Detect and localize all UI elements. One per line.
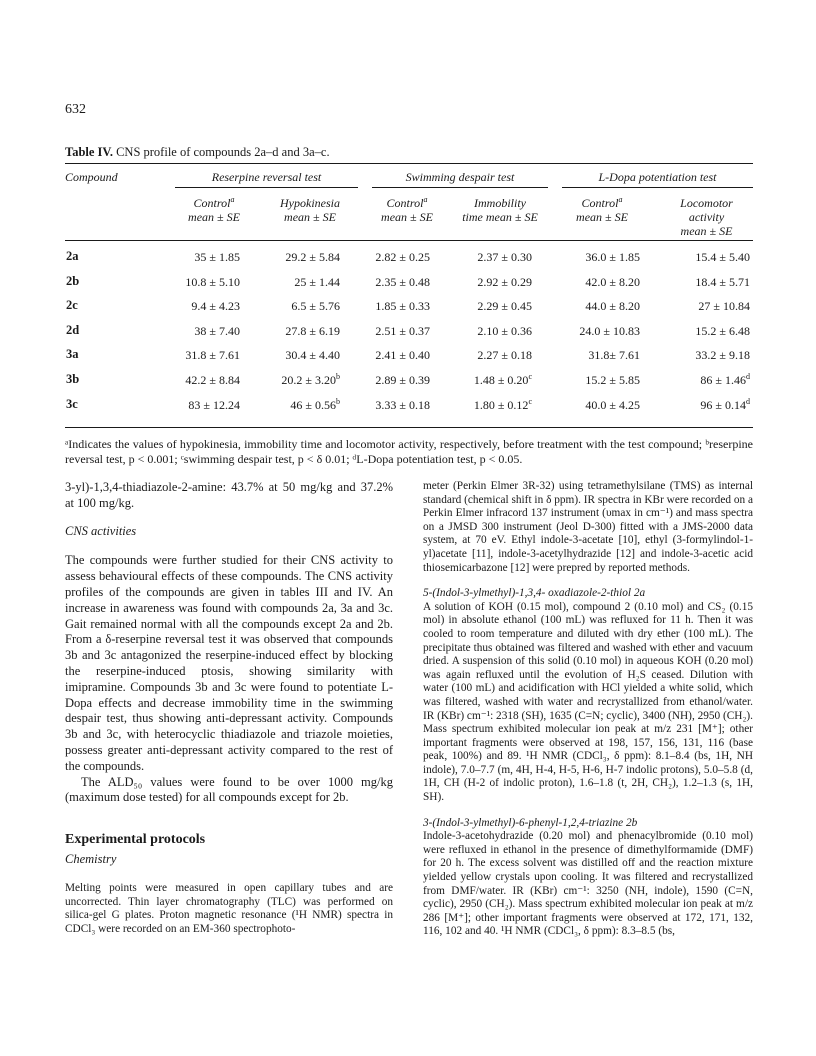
row-label-3a: 3a [66,347,79,362]
table-cell: 2.10 ± 0.36 [477,323,532,338]
table-cell: 25 ± 1.44 [294,274,340,289]
table-cell: 1.80 ± 0.12$^c$ [473,396,532,412]
header-ldopa-group: L-Dopa potentiation test [598,170,717,184]
table-cell: 2.51 ± 0.37 [375,323,430,338]
table-cell: 2.82 ± 0.25 [375,250,430,264]
row-label-3b: 3b [66,372,80,386]
compound-2b-heading: 3-(Indol-3-ylmethyl)-6-phenyl-1,2,4-triazine 2b [423,816,638,829]
table-cell: 9.4 ± 4.23 [191,299,240,314]
group-rule-reserpine [175,187,358,188]
table-cell: 2.27 ± 0.18 [477,348,532,363]
table-header-rule [65,240,753,241]
table-cell: 83 ± 12.24 [188,397,240,412]
header-compound: Compound [65,170,118,184]
ald-paragraph: The ALD₅₀ values were found to be over 1000 mg/kg (maximum dose tested) for all compounds except for 2b. [65,774,393,805]
intro-paragraph: 3-yl)-1,3,4-thiadiazole-2-amine: 43.7% at 50 mg/kg and 37.2% at 100 mg/kg. [65,480,393,510]
table-cell: 1.85 ± 0.33 [375,299,430,314]
header-ld-control: Control$^a$ mean ± SE [576,195,628,224]
right-column [423,480,753,939]
header-ld-locomotor: Locomotor activity mean ± SE [680,196,733,238]
table-cell: 2.37 ± 0.30 [477,250,532,264]
group-rule-swimming [372,187,548,188]
header-sw-control: Control$^a$ mean ± SE [381,195,433,224]
cns-heading: CNS activities [65,523,137,538]
header-reserpine-group: Reserpine reversal test [211,170,322,184]
chemistry-heading: Chemistry [65,851,117,866]
table-cell: 31.8± 7.61 [588,348,640,363]
table-cell: 27.8 ± 6.19 [285,323,340,338]
table-cell: 2.29 ± 0.45 [477,299,532,314]
table-cell: 29.2 ± 5.84 [285,250,340,264]
table-cell: 31.8 ± 7.61 [185,348,240,363]
table-footnote: ᵃIndicates the values of hypokinesia, immobility time and locomotor activity, respectively, before treatment with the test compound; ᵇreserpine reversal test, p < 0.001; ᶜswimming despair test, p < δ 0.01; ᵈL-Dopa potentiation test, p < 0.05. [65,437,753,466]
table-cell: 1.48 ± 0.20$^c$ [473,372,532,387]
table-cell: 18.4 ± 5.71 [695,274,750,289]
table-cell: 15.2 ± 5.85 [585,373,640,387]
table-cell: 44.0 ± 8.20 [585,299,640,314]
table-cell: 40.0 ± 4.25 [585,397,640,412]
table-cell: 42.2 ± 8.84 [185,373,240,387]
header-res-hypokinesia: Hypokinesia mean ± SE [280,196,340,224]
chemistry-paragraph: Melting points were measured in open capillary tubes and are uncorrected. Thin layer chromatography (TLC) was performed on silica-gel G plates. Proton magnetic resonance (¹H NMR) spectra in CDCl₃ were recorded on an EM-360 spectrophoto- [65,881,393,936]
table-bottom-rule [65,427,753,428]
table-cell: 27 ± 10.84 [698,299,750,314]
table-cell: 2.35 ± 0.48 [375,274,430,289]
table-cell: 15.2 ± 6.48 [695,323,750,338]
compound-2a-heading: 5-(Indol-3-ylmethyl)-1,3,4- oxadiazole-2-thiol 2a [423,587,646,600]
table-cell: 38 ± 7.40 [194,323,240,338]
table-caption-text: CNS profile of compounds 2a–d and 3a–c. [116,145,330,159]
table-cell: 3.33 ± 0.18 [375,397,430,412]
group-rule-ldopa [562,187,753,188]
table-caption-label: Table IV. [65,145,113,159]
table-cell: 6.5 ± 5.76 [291,299,340,314]
row-label-2d: 2d [66,322,80,337]
header-swimming-group: Swimming despair test [405,170,515,184]
table-cell: 24.0 ± 10.83 [579,323,640,338]
instrument-paragraph: meter (Perkin Elmer 3R-32) using tetramethylsilane (TMS) as internal standard (chemical shift in δ ppm). IR spectra in KBr were recorded on a Perkin Elmer infracord 137 instrument (υmax in cm⁻¹) and mass spectra on a JMSD 300 instrument (Jeol D-300) fitted with a JMS-2000 data system, at 70 eV. Ethyl indole-3-acetate [10], ethyl (3-formylindol-1-yl)acetate [11], indole-3-acetylhydrazide [12] and indole-3-acetic acid thiosemicarbazone [12] were prepred by reported methods. [423,480,753,574]
table-cell: 46 ± 0.56$^b$ [290,396,340,412]
experimental-heading: Experimental protocols [65,832,206,848]
cns-paragraph: The compounds were further studied for their CNS activity to assess behavioural effects of these compounds. The CNS activity profiles of the compounds are given in tables III and IV. An increase in awareness was found with compounds 2a, 3a and 3c. Gait remained normal with all the compounds except 2a and 2b. From a δ-reserpine reversal test it was observed that compounds 3b and 3c antagonized the reserpine-induced effect by blocking the reserpine-induced ptosis, showing similarity with imipramine. Compounds 3b and 3c were found to potentiate L-Dopa effects and decrease immobility time in the swimming despair test, thus showing anti-depressant activity. Compounds 3b and 3c, with heterocyclic thiadiazole and triazole moieties, possess greater anti-depressant activity compared to the rest of the compounds. [65,553,393,773]
row-label-3c: 3c [66,396,78,411]
row-label-2c: 2c [66,298,78,313]
left-column [65,480,393,937]
header-res-control: Control$^a$ mean ± SE [188,195,240,224]
table-cell: 30.4 ± 4.40 [285,348,340,363]
table-cell: 42.0 ± 8.20 [585,274,640,289]
row-label-2a: 2a [66,249,79,263]
row-label-2b: 2b [66,273,80,288]
header-sw-immobility: Immobility time mean ± SE [462,196,538,224]
table-cell: 2.92 ± 0.29 [477,274,532,289]
table-cell: 35 ± 1.85 [194,250,240,264]
table-cell: 15.4 ± 5.40 [695,250,750,264]
table-cell: 2.89 ± 0.39 [375,373,430,387]
table-cell: 86 ± 1.46$^d$ [700,372,750,387]
table-cell: 36.0 ± 1.85 [585,250,640,264]
table-cell: 10.8 ± 5.10 [185,274,240,289]
compound-2b-paragraph: Indole-3-acetohydrazide (0.20 mol) and phenacylbromide (0.10 mol) were refluxed in ethanol in the presence of dimethylformamide (DMF) for 20 h. The excess solvent was distilled off and the reaction mixture yielded yellow crystals upon cooling. It was filtered and recrystallized from DMF/water. IR (KBr) cm⁻¹: 3250 (NH, indole), 1590 (C=N, cyclic), 2950 (CH₂). Mass spectrum exhibited molecular ion peak at m/z 286 [M⁺]; other important fragments were observed at 172, 171, 132, 116, 102 and 40. ¹H NMR (CDCl₃, δ ppm): 8.3–8.5 (bs, [423,830,753,938]
table-cell: 96 ± 0.14$^d$ [700,396,750,412]
table-cell: 20.2 ± 3.20$^b$ [281,372,340,387]
table-cell: 33.2 ± 9.18 [695,348,750,363]
table-caption [65,145,330,160]
page-number: 632 [65,102,86,117]
compound-2a-paragraph: A solution of KOH (0.15 mol), compound 2 (0.10 mol) and CS₂ (0.15 mol) in absolute ethanol (100 mL) was refluxed for 11 h. Then it was cooled to room temperature and diluted with dry ether (100 mL). The precipitate thus obtained was filtered and washed with ether and vacuum dried. A suspension of this solid (0.10 mol) in aqueous KOH (0.20 mol) was again refluxed until the evolution of H₂S ceased. Dilution with water (100 mL) and acidification with HCl yielded a white solid, which was filtered, washed with water and recrystallized from ethanol/water. IR (KBr) cm⁻¹: 2318 (SH), 1635 (C=N; cyclic), 3400 (NH), 2950 (CH₂). Mass spectrum exhibited molecular ion peak at m/z 231 [M⁺]; other important fragments were observed at 198, 157, 156, 131, 116 (base peak, 100%) and 89. ¹H NMR (CDCl₃, δ ppm): 8.1–8.4 (bs, 1H, NH indole), 7.0–7.7 (m, 4H, H-4, H-5, H-6, H-7 indolic protons), 5.0–5.8 (d, 1H, CH (H-2 of indolic proton), 1.6–1.8 (t, 2H, CH₂), 1.2–1.3 (s, 1H, SH). [423,600,753,804]
table-top-rule [65,163,753,164]
table-cell: 2.41 ± 0.40 [375,348,430,363]
